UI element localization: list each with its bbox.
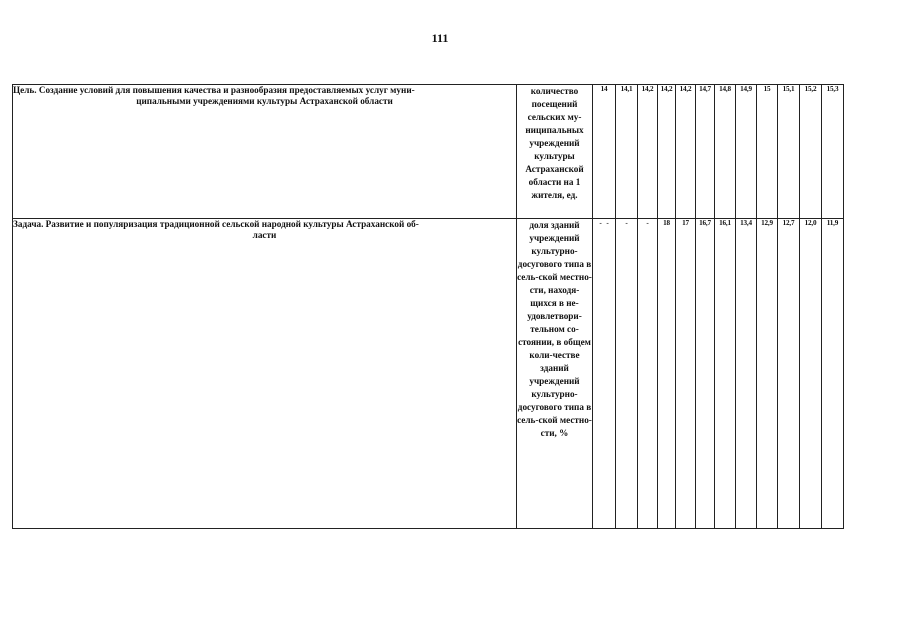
value-cell: 14	[593, 85, 616, 219]
value-cell: 14,1	[616, 85, 638, 219]
goal-cell	[13, 85, 517, 219]
value-cell: 15,2	[800, 85, 822, 219]
value-cell: 14,7	[696, 85, 715, 219]
task-text-line2: ласти	[252, 230, 277, 240]
value-cell: - -	[593, 219, 616, 529]
value-cell: 11,9	[822, 219, 844, 529]
value-cell: 14,8	[715, 85, 736, 219]
indicator-cell: доля зданий учреждений культурно-досугового типа в сель-ской местно-сти, находя-щихся в не-удовлетвори-тельном со-стоянии, в общем коли-честве зданий учреждений культурно-досугового типа в сель-ской местно-сти, %	[517, 219, 593, 529]
value-cell: 12,7	[778, 219, 800, 529]
indicators-table	[12, 84, 844, 529]
value-cell: 14,2	[676, 85, 696, 219]
value-cell: 15	[757, 85, 778, 219]
value-cell: 12,9	[757, 219, 778, 529]
table-row	[13, 219, 844, 529]
value-cell: 18	[658, 219, 676, 529]
indicator-cell: количество посещений сельских му-ниципальных учреждений культуры Астраханской области на 1 жителя, ед.	[517, 85, 593, 219]
value-cell: 14,2	[658, 85, 676, 219]
value-cell: 14,9	[736, 85, 757, 219]
task-text-line1: Задача. Развитие и популяризация традиционной сельской народной культуры Астраханской об-	[13, 219, 419, 229]
value-cell: 16,1	[715, 219, 736, 529]
goal-text-line1: Цель. Создание условий для повышения качества и разнообразия предоставляемых услуг муни-	[13, 85, 415, 95]
value-cell: 17	[676, 219, 696, 529]
value-cell: 16,7	[696, 219, 715, 529]
table-row	[13, 85, 844, 219]
value-cell: 15,1	[778, 85, 800, 219]
goal-text-line2: ципальными учреждениями культуры Астраханской области	[136, 96, 393, 106]
value-cell: -	[616, 219, 638, 529]
task-cell	[13, 219, 517, 529]
value-cell: 13,4	[736, 219, 757, 529]
value-cell: 12,0	[800, 219, 822, 529]
value-cell: -	[638, 219, 658, 529]
value-cell: 14,2	[638, 85, 658, 219]
page-number: 111	[431, 31, 449, 45]
value-cell: 15,3	[822, 85, 844, 219]
